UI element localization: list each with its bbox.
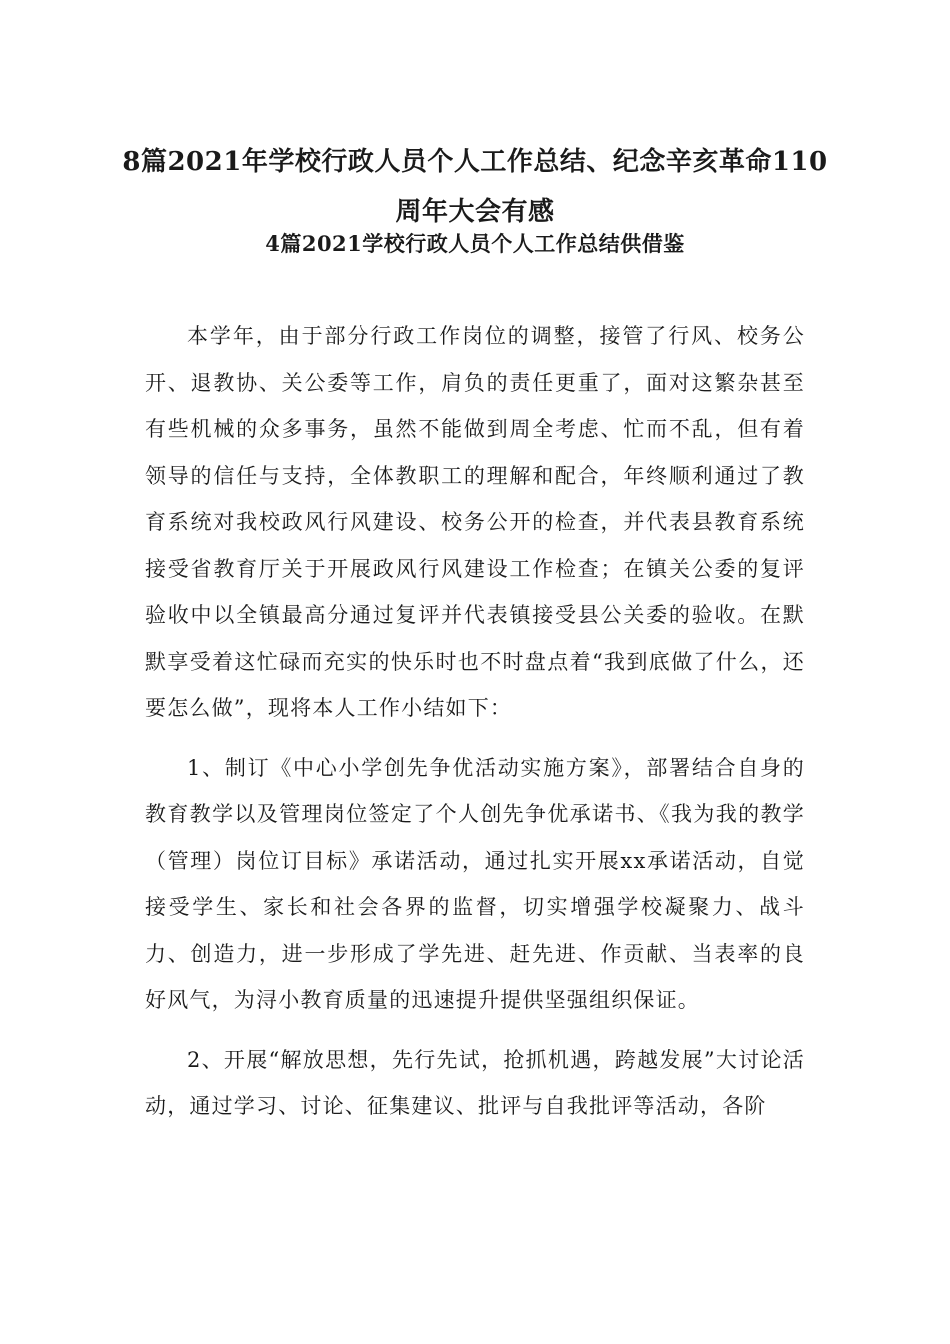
document-title: 8篇2021年学校行政人员个人工作总结、纪念辛亥革命110周年大会有感 <box>122 147 828 227</box>
paragraph-intro: 本学年，由于部分行政工作岗位的调整，接管了行风、校务公开、退教协、关公委等工作，肩负的责任更重了，面对这繁杂甚至有些机械的众多事务，虽然不能做到周全考虑、忙而不乱，但有着领导的信任与支持，全体教职工的理解和配合，年终顺利通过了教育系统对我校政风行风建设、校务公开的检查，并代表县教育系统接受省教育厅关于开展政风行风建设工作检查；在镇关公委的复评验收中以全镇最高分通过复评并代表镇接受县公关委的验收。在默默享受着这忙碌而充实的快乐时也不时盘点着“我到底做了什么，还要怎么做”，现将本人工作小结如下： <box>145 324 805 720</box>
document-subtitle: 4篇2021学校行政人员个人工作总结供借鉴 <box>265 231 685 256</box>
document-body <box>145 313 805 1143</box>
paragraph-item-1: 1、制订《中心小学创先争优活动实施方案》，部署结合自身的教育教学以及管理岗位签定了个人创先争优承诺书、《我为我的教学（管理）岗位订目标》承诺活动，通过扎实开展xx承诺活动，自觉接受学生、家长和社会各界的监督，切实增强学校凝聚力、战斗力、创造力，进一步形成了学先进、赶先进、作贡献、当表率的良好风气，为浔小教育质量的迅速提升提供坚强组织保证。 <box>145 755 805 1012</box>
paragraph-item-2: 2、开展“解放思想，先行先试，抢抓机遇，跨越发展”大讨论活动，通过学习、讨论、征集建议、批评与自我批评等活动，各阶 <box>145 1047 805 1118</box>
